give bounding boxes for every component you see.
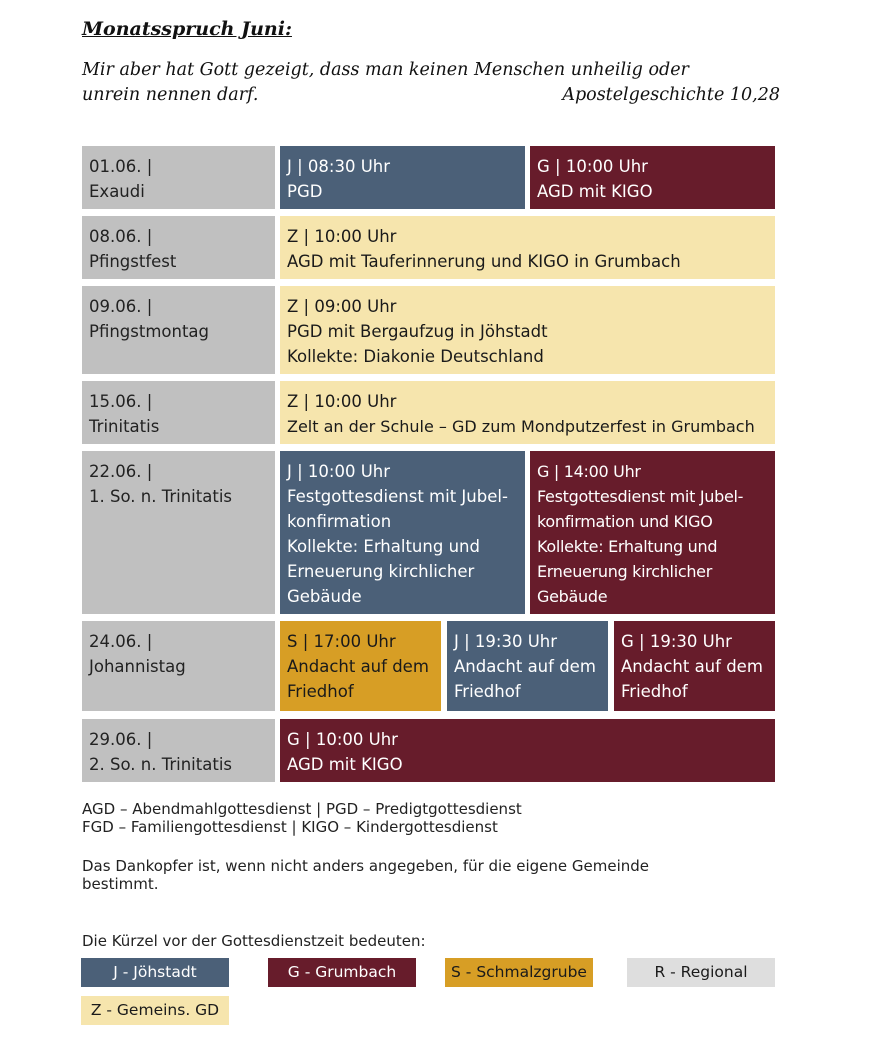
date-cell xyxy=(82,146,275,209)
service-collection: Erneuerung kirchlicher xyxy=(287,562,475,581)
service-collection: Kollekte: Erhaltung und xyxy=(537,537,718,556)
service-collection: Erneuerung kirchlicher xyxy=(537,562,713,581)
date-cell xyxy=(82,451,275,614)
monthly-verse xyxy=(82,58,780,108)
date-label: 22.06. | xyxy=(89,462,153,481)
date-cell xyxy=(82,216,275,279)
service-collection: Gebäude xyxy=(537,587,608,606)
legend-schmalzgrube: S - Schmalzgrube xyxy=(445,958,593,987)
abbreviations-note xyxy=(82,800,522,836)
service-time: G | 10:00 Uhr xyxy=(287,730,398,749)
legend-grumbach: G - Grumbach xyxy=(268,958,416,987)
service-detail: konfirmation xyxy=(287,512,392,531)
service-cell-joehstadt xyxy=(447,621,608,711)
verse-reference: Apostelgeschichte 10,28 xyxy=(562,85,780,105)
service-cell-grumbach xyxy=(614,621,775,711)
verse-line-1: Mir aber hat Gott gezeigt, dass man keinen Menschen unheilig oder xyxy=(82,60,689,80)
service-detail: Friedhof xyxy=(621,682,688,701)
service-cell-grumbach xyxy=(530,451,775,614)
offering-note xyxy=(82,857,649,893)
date-cell xyxy=(82,621,275,711)
service-detail: AGD mit KIGO xyxy=(287,755,403,774)
service-time: S | 17:00 Uhr xyxy=(287,632,396,651)
abbrev-line: AGD – Abendmahlgottesdienst | PGD – Predigtgottesdienst xyxy=(82,800,522,818)
sunday-name: Pfingstmontag xyxy=(89,322,210,341)
service-detail: Friedhof xyxy=(287,682,354,701)
service-collection: Kollekte: Diakonie Deutschland xyxy=(287,347,544,366)
service-collection: Kollekte: Erhaltung und xyxy=(287,537,480,556)
service-detail: AGD mit Tauferinnerung und KIGO in Grumbach xyxy=(287,252,681,271)
service-detail: konfirmation und KIGO xyxy=(537,512,713,531)
legend-joehstadt: J - Jöhstadt xyxy=(81,958,229,987)
service-cell-joint xyxy=(280,216,775,279)
page-title: Monatsspruch Juni: xyxy=(82,18,292,40)
date-label: 01.06. | xyxy=(89,157,153,176)
date-cell xyxy=(82,719,275,782)
verse-line-2: unrein nennen darf. xyxy=(82,85,259,105)
date-label: 24.06. | xyxy=(89,632,153,651)
service-time: Z | 10:00 Uhr xyxy=(287,392,397,411)
service-time: J | 08:30 Uhr xyxy=(287,157,391,176)
service-detail: AGD mit KIGO xyxy=(537,182,653,201)
service-detail: PGD mit Bergaufzug in Jöhstadt xyxy=(287,322,548,341)
service-time: Z | 10:00 Uhr xyxy=(287,227,397,246)
service-detail: Festgottesdienst mit Jubel- xyxy=(287,487,508,506)
service-cell-joint xyxy=(280,286,775,374)
date-label: 29.06. | xyxy=(89,730,153,749)
date-label: 08.06. | xyxy=(89,227,153,246)
date-label: 15.06. | xyxy=(89,392,153,411)
legend-joint: Z - Gemeins. GD xyxy=(81,996,229,1025)
date-cell xyxy=(82,286,275,374)
sunday-name: Trinitatis xyxy=(89,417,160,436)
service-detail: Andacht auf dem xyxy=(621,657,763,676)
sunday-name: 2. So. n. Trinitatis xyxy=(89,755,232,774)
service-detail: Andacht auf dem xyxy=(454,657,596,676)
service-time: G | 14:00 Uhr xyxy=(537,462,641,481)
legend-intro: Die Kürzel vor der Gottesdienstzeit bedeuten: xyxy=(82,932,426,950)
service-detail: Zelt an der Schule – GD zum Mondputzerfest in Grumbach xyxy=(287,417,755,436)
date-label: 09.06. | xyxy=(89,297,153,316)
sunday-name: Exaudi xyxy=(89,182,145,201)
service-time: Z | 09:00 Uhr xyxy=(287,297,397,316)
service-cell-grumbach xyxy=(280,719,775,782)
service-cell-joehstadt xyxy=(280,146,525,209)
abbrev-line: FGD – Familiengottesdienst | KIGO – Kindergottesdienst xyxy=(82,818,498,836)
service-detail: Friedhof xyxy=(454,682,521,701)
service-time: J | 19:30 Uhr xyxy=(454,632,558,651)
service-cell-joint xyxy=(280,381,775,444)
service-detail: Festgottesdienst mit Jubel- xyxy=(537,487,744,506)
service-time: G | 19:30 Uhr xyxy=(621,632,732,651)
service-cell-joehstadt xyxy=(280,451,525,614)
service-cell-grumbach xyxy=(530,146,775,209)
offering-line: bestimmt. xyxy=(82,875,159,893)
service-detail: PGD xyxy=(287,182,323,201)
sunday-name: 1. So. n. Trinitatis xyxy=(89,487,232,506)
sunday-name: Pfingstfest xyxy=(89,252,177,271)
service-time: J | 10:00 Uhr xyxy=(287,462,391,481)
service-cell-schmalzgrube xyxy=(280,621,441,711)
sunday-name: Johannistag xyxy=(89,657,186,676)
service-time: G | 10:00 Uhr xyxy=(537,157,648,176)
service-collection: Gebäude xyxy=(287,587,362,606)
date-cell xyxy=(82,381,275,444)
offering-line: Das Dankopfer ist, wenn nicht anders angegeben, für die eigene Gemeinde xyxy=(82,857,649,875)
service-detail: Andacht auf dem xyxy=(287,657,429,676)
legend-regional: R - Regional xyxy=(627,958,775,987)
